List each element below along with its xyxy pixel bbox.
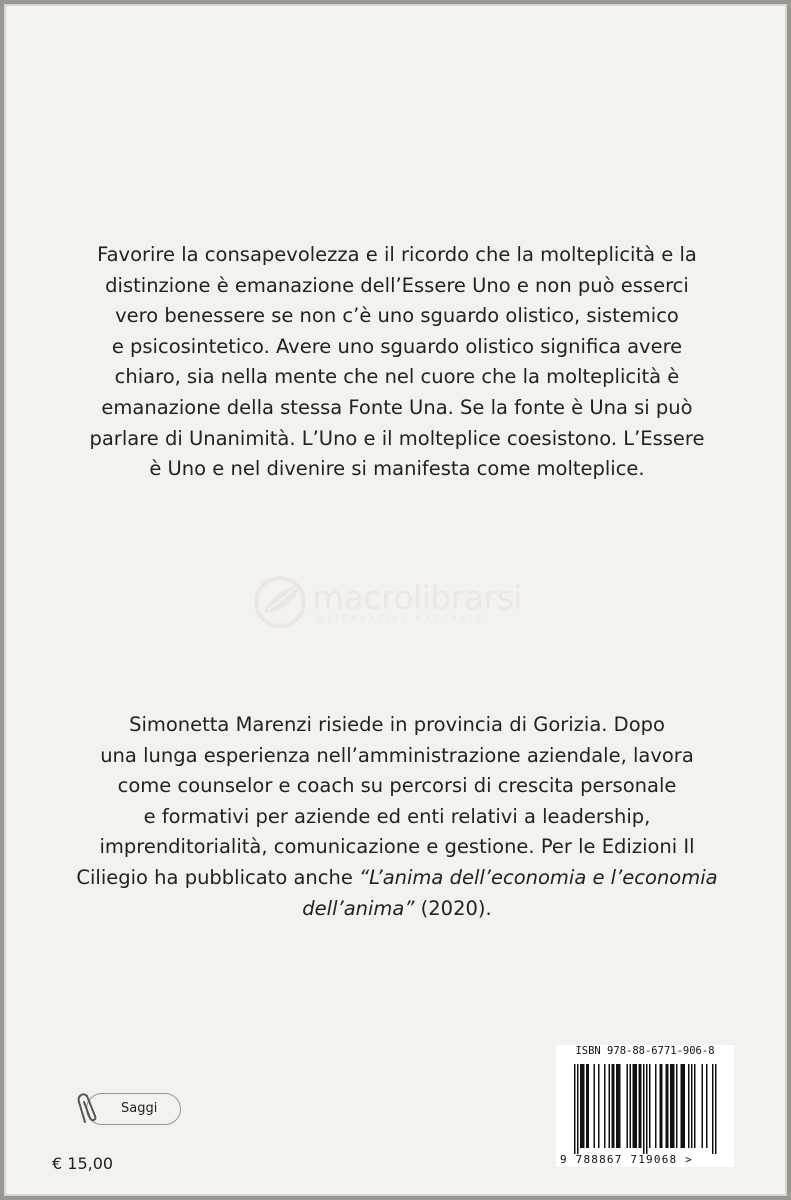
bio-line: e formativi per aziende ed enti relativi a leadership, xyxy=(143,804,651,828)
leaf-logo-icon xyxy=(250,572,310,632)
barcode-bar xyxy=(619,1064,621,1148)
barcode-bar xyxy=(583,1064,585,1148)
barcode-bar xyxy=(613,1064,615,1148)
barcode-bar xyxy=(660,1064,662,1148)
bio-line: come counselor e coach su percorsi di crescita personale xyxy=(117,774,677,798)
barcode-bar xyxy=(672,1064,674,1148)
barcode-bar xyxy=(633,1064,635,1148)
barcode-bar xyxy=(649,1064,651,1148)
barcode-bar xyxy=(636,1064,638,1148)
barcode-bar xyxy=(616,1064,618,1148)
barcode-bar xyxy=(639,1064,641,1148)
barcode-bar xyxy=(666,1064,668,1148)
blurb-paragraph xyxy=(52,240,742,485)
barcode-bar xyxy=(627,1064,629,1148)
barcode-bar xyxy=(630,1064,632,1148)
barcode-bar xyxy=(586,1064,588,1148)
bio-text: Ciliegio ha pubblicato anche xyxy=(76,865,360,889)
barcode-bar xyxy=(582,1064,584,1148)
blurb-line: è Uno e nel divenire si manifesta come molteplice. xyxy=(149,457,645,481)
barcode-bar xyxy=(667,1064,669,1148)
blurb-line: Favorire la consapevolezza e il ricordo che la molteplicità e la xyxy=(97,243,697,266)
bio-line xyxy=(52,894,742,925)
bio-text: (2020). xyxy=(414,896,492,920)
barcode-bar xyxy=(640,1064,642,1148)
book-title: dell’anima” xyxy=(302,896,415,920)
barcode-bar xyxy=(691,1064,693,1148)
book-title: “L’anima dell’economia e l’economia xyxy=(359,865,718,889)
barcode-bar xyxy=(712,1064,714,1154)
paperclip-icon xyxy=(75,1088,103,1126)
barcode-bar xyxy=(670,1064,672,1148)
barcode-bar xyxy=(706,1064,708,1148)
barcode-bar xyxy=(688,1064,690,1148)
ean-digits: 9 788867 719068 > xyxy=(560,1153,693,1166)
barcode-bar xyxy=(588,1064,590,1148)
barcode-bar xyxy=(646,1064,648,1154)
barcode-bar xyxy=(609,1064,611,1148)
price: € 15,00 xyxy=(52,1154,114,1173)
barcode-bar xyxy=(598,1064,600,1148)
barcode-bar xyxy=(694,1064,696,1148)
series-label: Saggi xyxy=(121,1101,158,1116)
blurb-line: e psicosintetico. Avere uno sguardo olistico significa avere xyxy=(111,334,683,358)
blurb-line: vero benessere se non c’è uno sguardo olistico, sistemico xyxy=(115,304,679,328)
watermark xyxy=(250,572,550,632)
bio-line: Simonetta Marenzi risiede in provincia di Gorizia. Dopo xyxy=(129,713,665,736)
barcode-bar xyxy=(681,1064,683,1148)
barcode-bar xyxy=(655,1064,657,1148)
isbn-label: ISBN 978-88-6771-906-8 xyxy=(575,1045,715,1057)
barcode-bar xyxy=(684,1064,686,1148)
bio-line xyxy=(52,863,742,894)
bio-line: una lunga esperienza nell’amministrazione aziendale, lavora xyxy=(100,743,694,767)
blurb-line: parlare di Unanimità. L’Uno e il molteplice coesistono. L’Essere xyxy=(89,426,705,450)
barcode-bar xyxy=(580,1064,582,1148)
barcode-bar xyxy=(676,1064,678,1148)
barcode-bar xyxy=(574,1064,576,1154)
barcode-bar xyxy=(604,1064,606,1148)
barcode-bar xyxy=(702,1064,704,1148)
barcode xyxy=(574,1064,724,1156)
watermark-brand: macrolibrarsi xyxy=(312,578,523,617)
barcode-bar xyxy=(634,1064,636,1148)
author-bio xyxy=(52,710,742,924)
barcode-bar xyxy=(673,1064,675,1148)
barcode-block xyxy=(556,1045,734,1167)
barcode-bar xyxy=(715,1064,717,1154)
series-tag xyxy=(86,1093,181,1125)
barcode-bar xyxy=(612,1064,614,1148)
barcode-bar xyxy=(661,1064,663,1148)
bio-line: imprenditorialità, comunicazione e gestione. Per le Edizioni Il xyxy=(99,835,695,859)
barcode-bar xyxy=(618,1064,620,1148)
barcode-bar xyxy=(643,1064,645,1154)
barcode-bar xyxy=(682,1064,684,1148)
watermark-tagline: ALTERNATIVA NATURALE xyxy=(318,615,486,625)
barcode-bar xyxy=(577,1064,579,1154)
barcode-bar xyxy=(594,1064,596,1148)
blurb-line: distinzione è emanazione dell’Essere Uno e non può esserci xyxy=(105,273,689,297)
blurb-line: chiaro, sia nella mente che nel cuore che la molteplicità è xyxy=(114,365,680,389)
blurb-line: emanazione della stessa Fonte Una. Se la fonte è Una si può xyxy=(101,395,693,419)
